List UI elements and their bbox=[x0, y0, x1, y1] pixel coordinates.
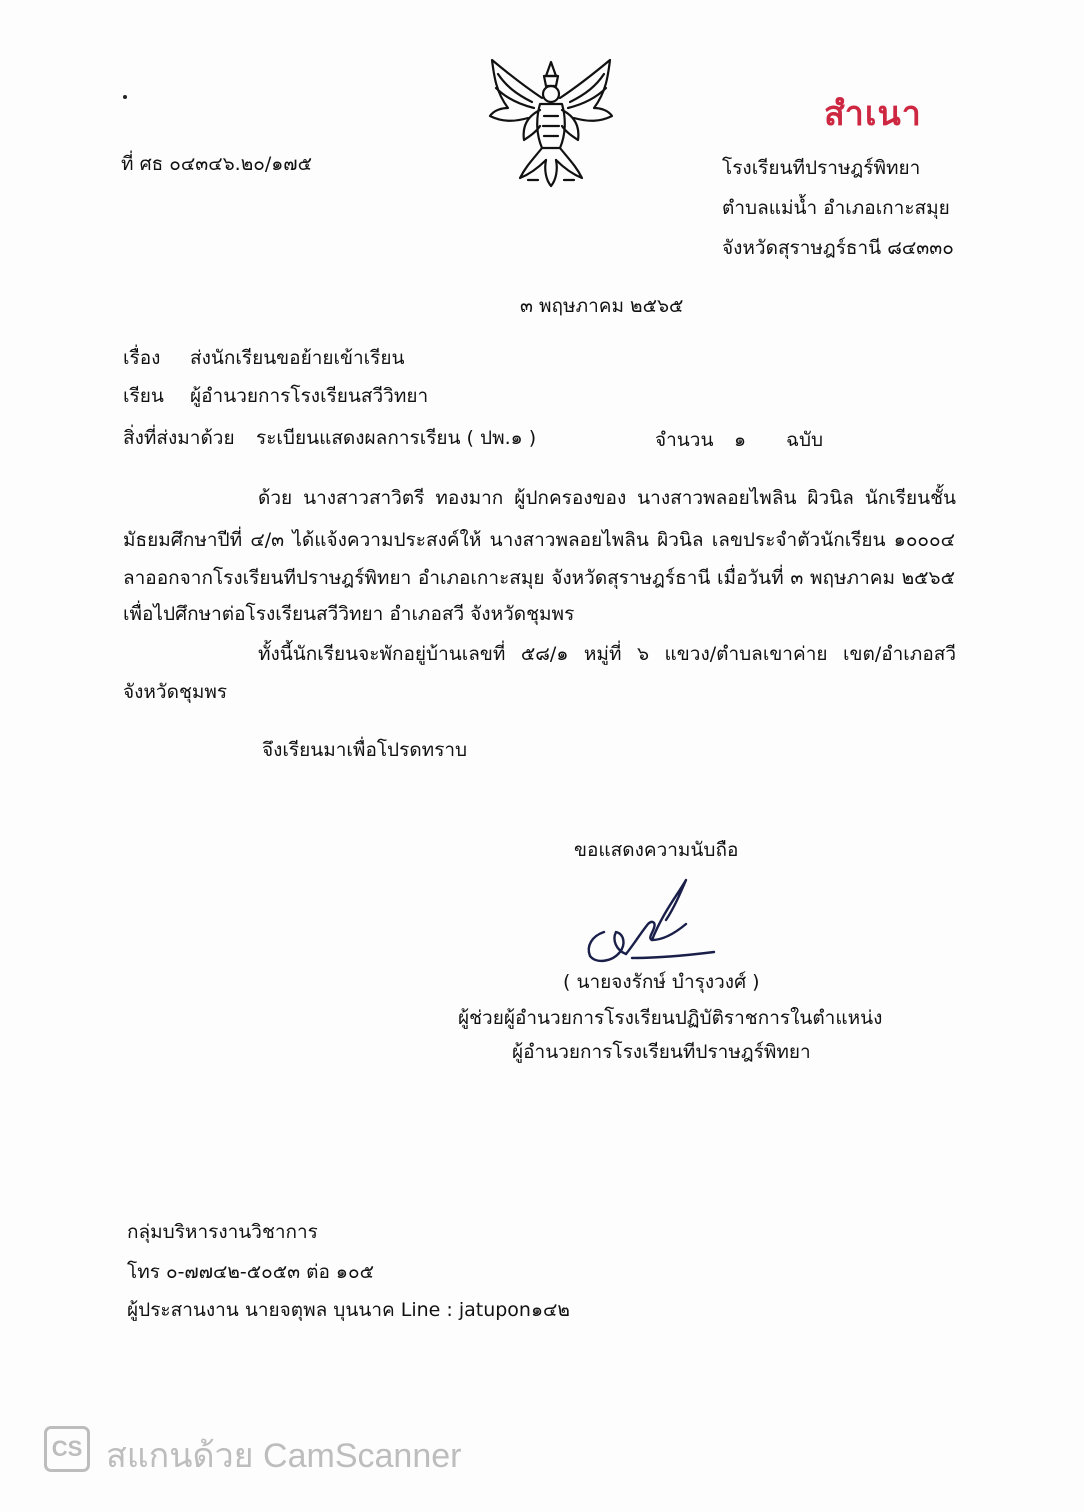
scan-dot bbox=[123, 95, 127, 99]
signatory-name: ( นายจงรักษ์ บำรุงวงศ์ ) bbox=[563, 971, 760, 993]
camscanner-watermark: สแกนด้วย CamScanner bbox=[106, 1437, 462, 1475]
copy-stamp: สำเนา bbox=[824, 94, 922, 134]
enclosure-label: สิ่งที่ส่งมาด้วย bbox=[123, 427, 235, 449]
camscanner-logo-icon: CS bbox=[44, 1426, 90, 1472]
sender-subdistrict: ตำบลแม่น้ำ อำเภอเกาะสมุย bbox=[722, 197, 950, 219]
enclosure-count: ๑ bbox=[734, 429, 747, 451]
footer-coordinator: ผู้ประสานงาน นายจตุพล บุนนาค Line : jatupon๑๔๒ bbox=[127, 1299, 570, 1321]
body-line-6: จังหวัดชุมพร bbox=[123, 681, 228, 703]
body-line-3: ลาออกจากโรงเรียนทีปราษฎร์พิทยา อำเภอเกาะสมุย จังหวัดสุราษฎร์ธานี เมื่อวันที่ ๓ พฤษภาคม ๒๕๖๕ bbox=[123, 567, 955, 589]
regards-text: ขอแสดงความนับถือ bbox=[574, 839, 739, 861]
closing-sentence: จึงเรียนมาเพื่อโปรดทราบ bbox=[262, 739, 468, 761]
handwritten-signature bbox=[582, 874, 722, 970]
signatory-position-2: ผู้อำนวยการโรงเรียนทีปราษฎร์พิทยา bbox=[512, 1041, 811, 1063]
sender-province: จังหวัดสุราษฎร์ธานี ๘๔๓๓๐ bbox=[722, 237, 954, 259]
subject-value: ส่งนักเรียนขอย้ายเข้าเรียน bbox=[190, 347, 405, 369]
body-line-5: ทั้งนี้นักเรียนจะพักอยู่บ้านเลขที่ ๕๘/๑ หมู่ที่ ๖ แขวง/ตำบลเขาค่าย เขต/อำเภอสวี bbox=[258, 643, 956, 665]
enclosure-value: ระเบียนแสดงผลการเรียน ( ปพ.๑ ) bbox=[256, 427, 537, 449]
garuda-emblem bbox=[484, 56, 618, 190]
footer-department: กลุ่มบริหารงานวิชาการ bbox=[127, 1221, 318, 1243]
enclosure-count-label: จำนวน bbox=[655, 429, 714, 451]
recipient-label: เรียน bbox=[123, 385, 164, 407]
footer-phone: โทร ๐-๗๗๔๒-๕๐๕๓ ต่อ ๑๐๕ bbox=[127, 1261, 374, 1283]
body-line-4: เพื่อไปศึกษาต่อโรงเรียนสวีวิทยา อำเภอสวี จังหวัดชุมพร bbox=[123, 603, 575, 625]
signatory-position-1: ผู้ช่วยผู้อำนวยการโรงเรียนปฏิบัติราชการในตำแหน่ง bbox=[458, 1007, 883, 1029]
enclosure-unit: ฉบับ bbox=[786, 429, 824, 451]
recipient-value: ผู้อำนวยการโรงเรียนสวีวิทยา bbox=[190, 385, 429, 407]
body-line-1: ด้วย นางสาวสาวิตรี ทองมาก ผู้ปกครองของ นางสาวพลอยไพลิน ผิวนิล นักเรียนชั้น bbox=[258, 487, 956, 509]
body-line-2: มัธยมศึกษาปีที่ ๔/๓ ได้แจ้งความประสงค์ให้ นางสาวพลอยไพลิน ผิวนิล เลขประจำตัวนักเรียน ๑๐๐๐๔ bbox=[123, 529, 955, 551]
sender-school: โรงเรียนทีปราษฎร์พิทยา bbox=[722, 157, 921, 179]
letter-date: ๓ พฤษภาคม ๒๕๖๕ bbox=[520, 295, 684, 317]
subject-label: เรื่อง bbox=[123, 347, 161, 369]
document-number: ที่ ศธ ๐๔๓๔๖.๒๐/๑๗๕ bbox=[121, 153, 312, 175]
